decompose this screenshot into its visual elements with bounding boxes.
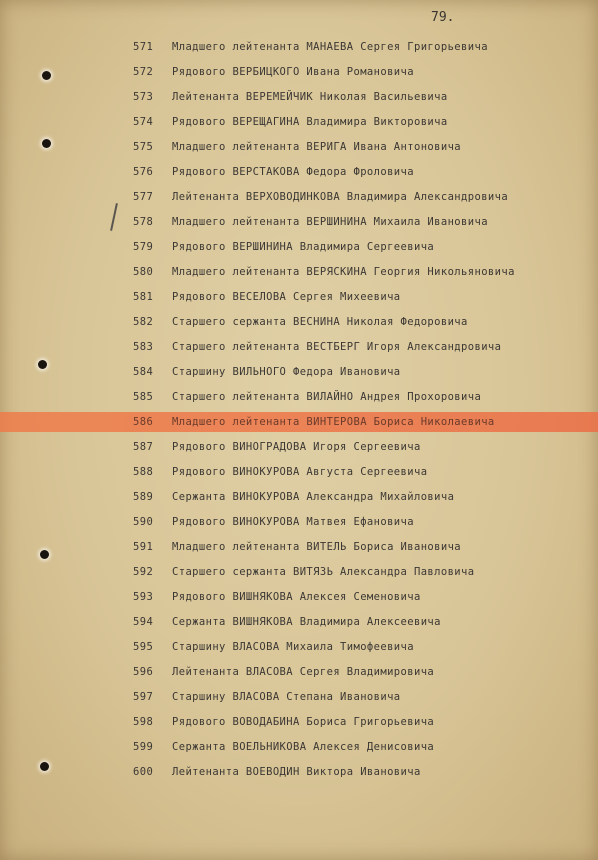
- entry-text: Лейтенанта ВЛАСОВА Сергея Владимировича: [172, 666, 435, 678]
- list-item: [0, 562, 598, 582]
- list-item: [0, 437, 598, 457]
- entry-text: Рядового ВЕСЕЛОВА Сергея Михеевича: [172, 291, 401, 303]
- entry-number: 584: [133, 366, 154, 378]
- list-item: [0, 312, 598, 332]
- entry-text: Рядового ВИШНЯКОВА Алексея Семеновича: [172, 591, 421, 603]
- entry-text: Младшего лейтенанта ВИНТЕРОВА Бориса Николаевича: [172, 416, 495, 428]
- list-item: [0, 337, 598, 357]
- entry-number: 576: [133, 166, 154, 178]
- page-number: 79.: [431, 10, 455, 25]
- list-item: [0, 212, 598, 232]
- entry-text: Старшину ВЛАСОВА Степана Ивановича: [172, 691, 401, 703]
- list-item: [0, 62, 598, 82]
- list-item: [0, 687, 598, 707]
- entry-number: 582: [133, 316, 154, 328]
- list-item: [0, 37, 598, 57]
- entry-number: 578: [133, 216, 154, 228]
- entry-number: 598: [133, 716, 154, 728]
- list-item: [0, 112, 598, 132]
- entry-text: Лейтенанта ВОЕВОДИН Виктора Ивановича: [172, 766, 421, 778]
- list-item: [0, 737, 598, 757]
- list-item: [0, 162, 598, 182]
- entry-number: 583: [133, 341, 154, 353]
- list-item: [0, 762, 598, 782]
- list-item: [0, 137, 598, 157]
- entry-number: 599: [133, 741, 154, 753]
- entry-number: 580: [133, 266, 154, 278]
- entry-number: 591: [133, 541, 154, 553]
- entry-number: 592: [133, 566, 154, 578]
- entry-number: 581: [133, 291, 154, 303]
- entry-text: Старшего сержанта ВЕСНИНА Николая Федоровича: [172, 316, 468, 328]
- list-item: [0, 587, 598, 607]
- entry-number: 588: [133, 466, 154, 478]
- entry-text: Рядового ВЕРЕЩАГИНА Владимира Викторовича: [172, 116, 448, 128]
- list-item: [0, 187, 598, 207]
- entry-text: Рядового ВЕРШИНИНА Владимира Сергеевича: [172, 241, 435, 253]
- list-item: [0, 237, 598, 257]
- entry-text: Старшего сержанта ВИТЯЗЬ Александра Павловича: [172, 566, 475, 578]
- list-item: [0, 87, 598, 107]
- entry-text: Сержанта ВИШНЯКОВА Владимира Алексеевича: [172, 616, 441, 628]
- entry-number: 593: [133, 591, 154, 603]
- entry-text: Младшего лейтенанта ВЕРИГА Ивана Антоновича: [172, 141, 462, 153]
- list-item: [0, 487, 598, 507]
- entry-number: 574: [133, 116, 154, 128]
- entry-text: Рядового ВОВОДАБИНА Бориса Григорьевича: [172, 716, 435, 728]
- entry-number: 596: [133, 666, 154, 678]
- list-item: [0, 637, 598, 657]
- entry-text: Лейтенанта ВЕРХОВОДИНКОВА Владимира Александровича: [172, 191, 509, 203]
- list-item: [0, 612, 598, 632]
- entry-number: 597: [133, 691, 154, 703]
- entry-number: 572: [133, 66, 154, 78]
- entry-number: 587: [133, 441, 154, 453]
- entry-text: Сержанта ВИНОКУРОВА Александра Михайловича: [172, 491, 455, 503]
- list-item: [0, 462, 598, 482]
- list-item: [0, 362, 598, 382]
- entry-text: Рядового ВИНОГРАДОВА Игоря Сергеевича: [172, 441, 421, 453]
- entry-number: 590: [133, 516, 154, 528]
- entry-text: Рядового ВИНОКУРОВА Матвея Ефановича: [172, 516, 414, 528]
- entry-number: 579: [133, 241, 154, 253]
- entry-text: Младшего лейтенанта МАНАЕВА Сергея Григорьевича: [172, 41, 488, 53]
- list-item: [0, 262, 598, 282]
- entry-text: Старшего лейтенанта ВЕСТБЕРГ Игоря Александровича: [172, 341, 502, 353]
- list-item: [0, 662, 598, 682]
- entry-text: Рядового ВИНОКУРОВА Августа Сергеевича: [172, 466, 428, 478]
- entry-number: 586: [133, 416, 154, 428]
- highlighted-list-item[interactable]: [0, 412, 598, 432]
- entry-text: Рядового ВЕРСТАКОВА Федора Фроловича: [172, 166, 414, 178]
- entry-number: 600: [133, 766, 154, 778]
- entry-text: Старшину ВЛАСОВА Михаила Тимофеевича: [172, 641, 414, 653]
- entry-number: 577: [133, 191, 154, 203]
- entry-text: Младшего лейтенанта ВЕРЯСКИНА Георгия Никольяновича: [172, 266, 515, 278]
- list-item: [0, 287, 598, 307]
- entry-number: 573: [133, 91, 154, 103]
- entry-text: Младшего лейтенанта ВИТЕЛЬ Бориса Ивановича: [172, 541, 462, 553]
- list-item: [0, 712, 598, 732]
- list-item: [0, 537, 598, 557]
- entry-text: Рядового ВЕРБИЦКОГО Ивана Романовича: [172, 66, 414, 78]
- entry-number: 575: [133, 141, 154, 153]
- entry-number: 589: [133, 491, 154, 503]
- entry-text: Младшего лейтенанта ВЕРШИНИНА Михаила Ивановича: [172, 216, 488, 228]
- entry-number: 594: [133, 616, 154, 628]
- entry-text: Старшего лейтенанта ВИЛАЙНО Андрея Прохоровича: [172, 391, 482, 403]
- entry-number: 585: [133, 391, 154, 403]
- list-item: [0, 387, 598, 407]
- entry-number: 571: [133, 41, 154, 53]
- entry-number: 595: [133, 641, 154, 653]
- entry-text: Сержанта ВОЕЛЬНИКОВА Алексея Денисовича: [172, 741, 435, 753]
- entry-text: Лейтенанта ВЕРЕМЕЙЧИК Николая Васильевича: [172, 91, 448, 103]
- entry-text: Старшину ВИЛЬНОГО Федора Ивановича: [172, 366, 401, 378]
- list-item: [0, 512, 598, 532]
